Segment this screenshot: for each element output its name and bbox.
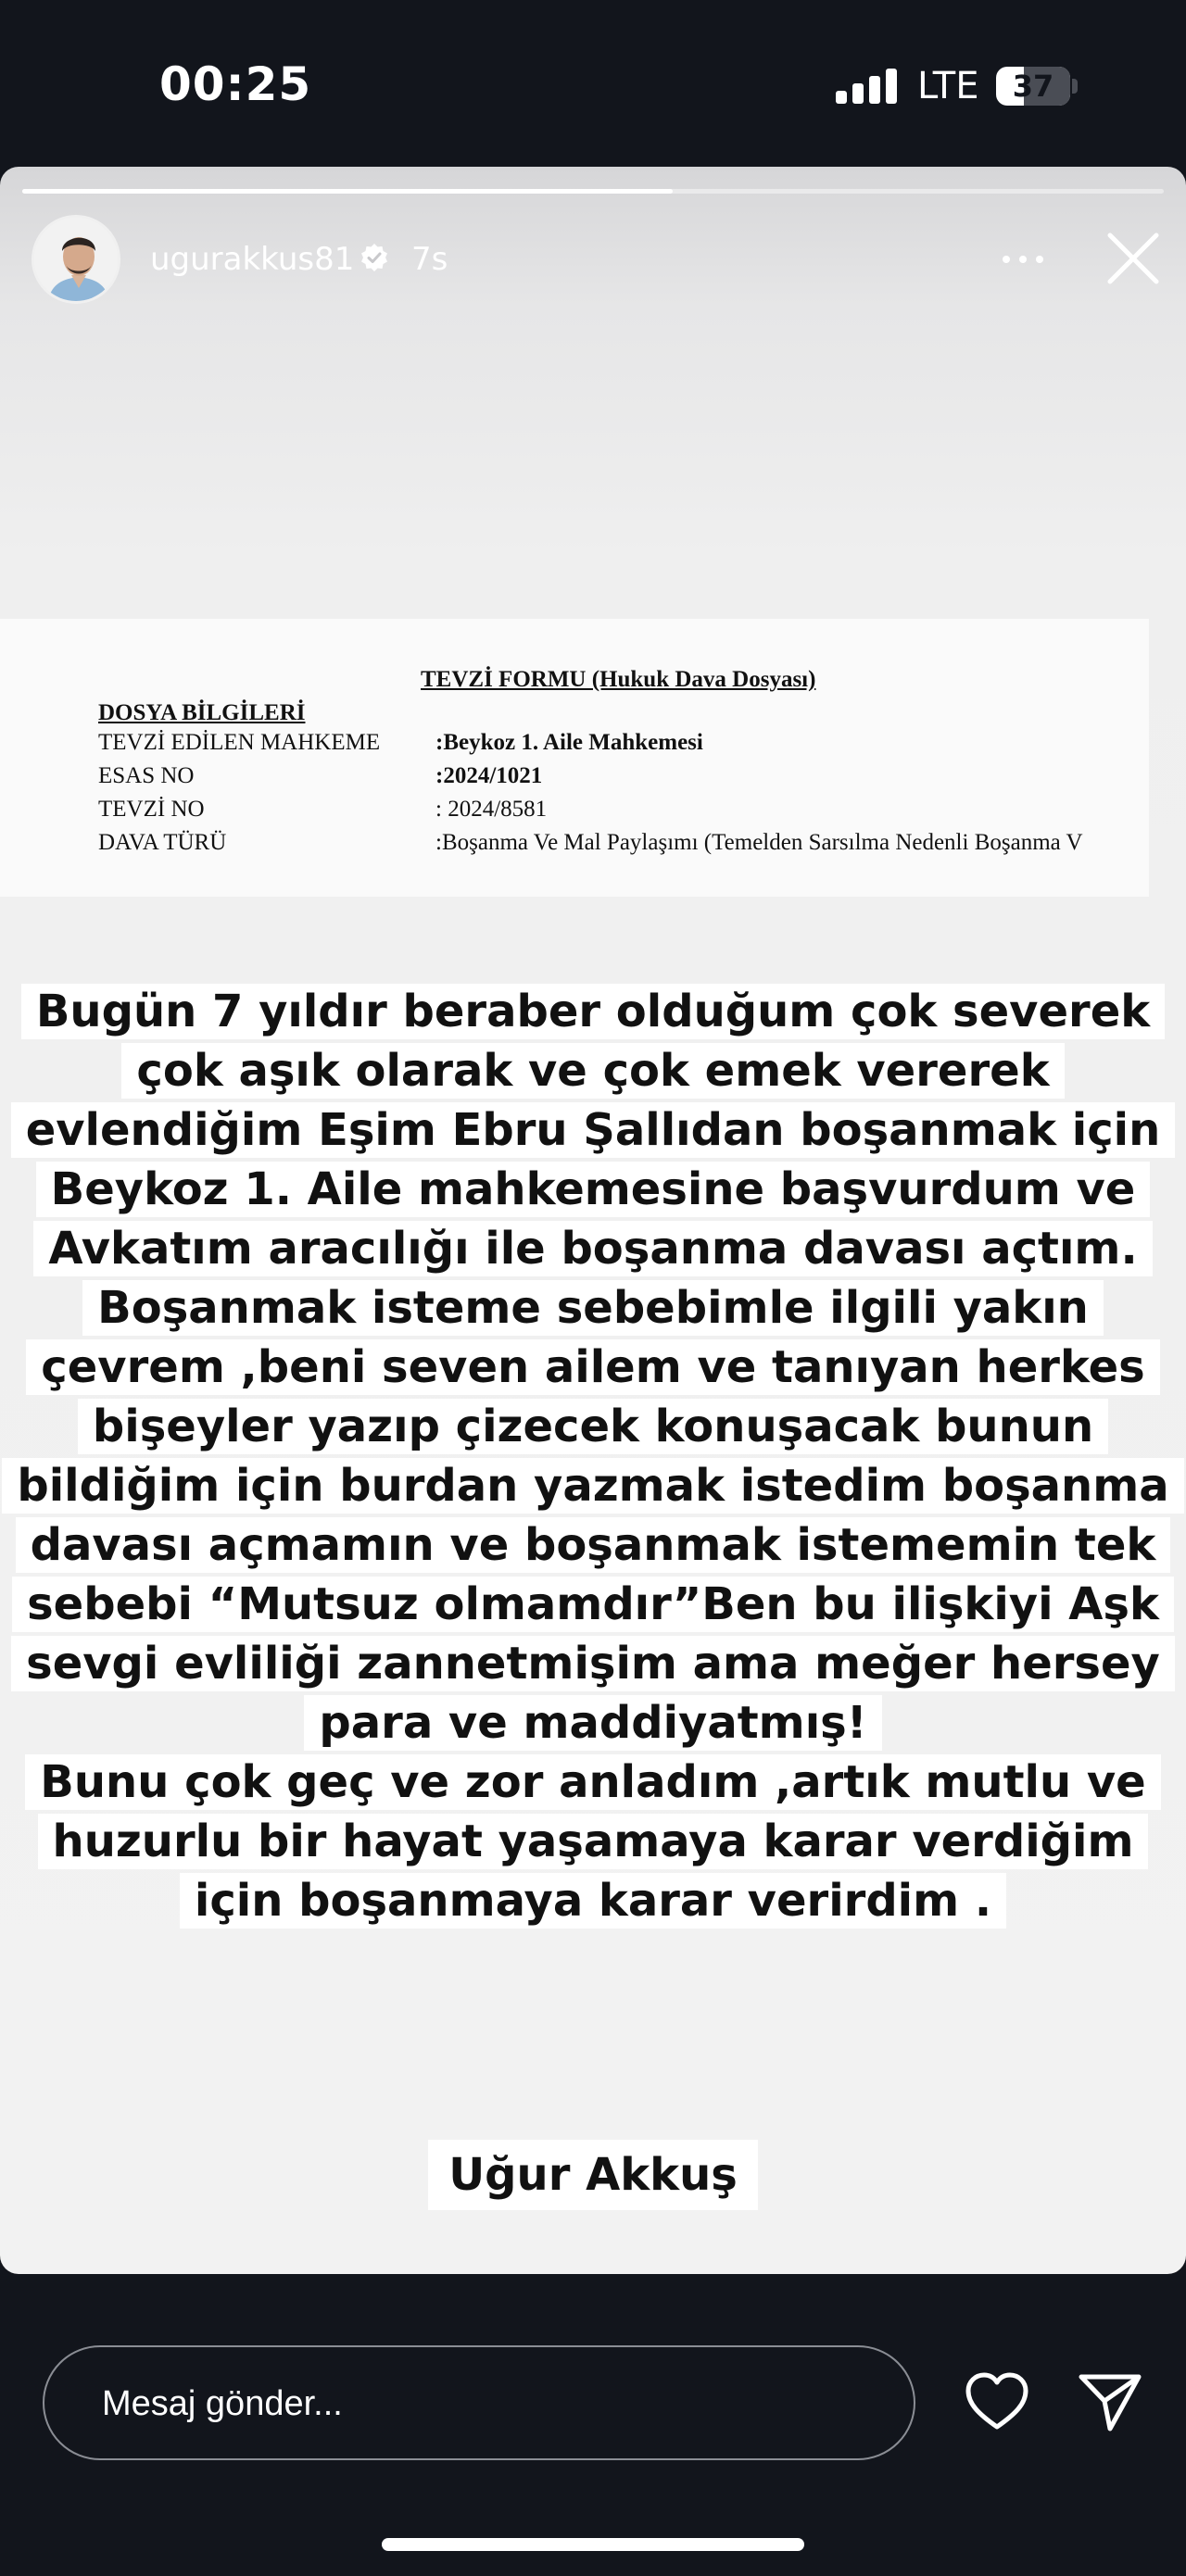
battery-icon <box>996 67 1078 106</box>
network-label: LTE <box>917 65 979 107</box>
status-bar <box>0 0 1186 167</box>
status-time: 00:25 <box>159 57 312 111</box>
message-line: huzurlu bir hayat yaşamaya karar verdiğim <box>0 1812 1186 1871</box>
message-line: bişeyler yazıp çizecek konuşacak bunun <box>0 1397 1186 1456</box>
battery-level: 37 <box>1012 69 1054 104</box>
close-icon[interactable] <box>1103 228 1164 289</box>
signal-icon <box>836 67 897 104</box>
document-title: TEVZİ FORMU (Hukuk Dava Dosyası) <box>421 667 816 692</box>
username[interactable]: ugurakkus81 <box>150 241 355 278</box>
document-row-value: :Beykoz 1. Aile Mahkemesi <box>435 730 703 755</box>
message-line: çok aşık olarak ve çok emek vererek <box>0 1041 1186 1100</box>
message-line: evlendiğim Eşim Ebru Şallıdan boşanmak için <box>0 1100 1186 1160</box>
court-document-image <box>0 619 1149 897</box>
document-row-label: TEVZİ NO <box>98 797 205 822</box>
document-row-label: ESAS NO <box>98 763 195 788</box>
message-input[interactable] <box>43 2345 915 2460</box>
story-card[interactable] <box>0 167 1186 2274</box>
message-line: bildiğim için burdan yazmak istedim boşanma <box>0 1456 1186 1515</box>
document-section-title: DOSYA BİLGİLERİ <box>98 700 306 725</box>
story-text-overlay <box>0 982 1186 1930</box>
send-icon[interactable] <box>1077 2371 1143 2432</box>
story-timestamp: 7s <box>411 241 448 278</box>
message-line: Beykoz 1. Aile mahkemesine başvurdum ve <box>0 1160 1186 1219</box>
more-options-icon[interactable] <box>1001 250 1047 269</box>
message-line: Boşanmak isteme sebebimle ilgili yakın <box>0 1278 1186 1338</box>
message-line: sebebi “Mutsuz olmamdır”Ben bu ilişkiyi Aşk <box>0 1575 1186 1634</box>
signature-text: Uğur Akkuş <box>0 2149 1186 2201</box>
message-line: çevrem ,beni seven ailem ve tanıyan herkes <box>0 1338 1186 1397</box>
message-placeholder: Mesaj gönder... <box>102 2384 343 2423</box>
document-row-value: : 2024/8581 <box>435 797 548 822</box>
message-line: Avkatım aracılığı ile boşanma davası açtım. <box>0 1219 1186 1278</box>
document-row-value: :2024/1021 <box>435 763 543 788</box>
message-line: sevgi evliliği zannetmişim ama meğer hersey <box>0 1634 1186 1693</box>
message-line: para ve maddiyatmış! <box>0 1693 1186 1753</box>
document-row-label: TEVZİ EDİLEN MAHKEME <box>98 730 381 755</box>
message-line: Bunu çok geç ve zor anladım ,artık mutlu ve <box>0 1753 1186 1812</box>
verified-icon <box>360 243 389 272</box>
story-progress-bar <box>22 189 1164 194</box>
home-indicator <box>382 2538 804 2551</box>
message-line: için boşanmaya karar verirdim . <box>0 1871 1186 1930</box>
message-line: davası açmamın ve boşanmak istememin tek <box>0 1515 1186 1575</box>
heart-icon[interactable] <box>964 2371 1030 2432</box>
avatar[interactable] <box>32 215 120 304</box>
message-line: Bugün 7 yıldır beraber olduğum çok severek <box>0 982 1186 1041</box>
story-progress-fill <box>22 189 673 194</box>
document-row-label: DAVA TÜRÜ <box>98 830 227 855</box>
document-row-value: :Boşanma Ve Mal Paylaşımı (Temelden Sarsılma Nedenli Boşanma V <box>435 830 1083 855</box>
